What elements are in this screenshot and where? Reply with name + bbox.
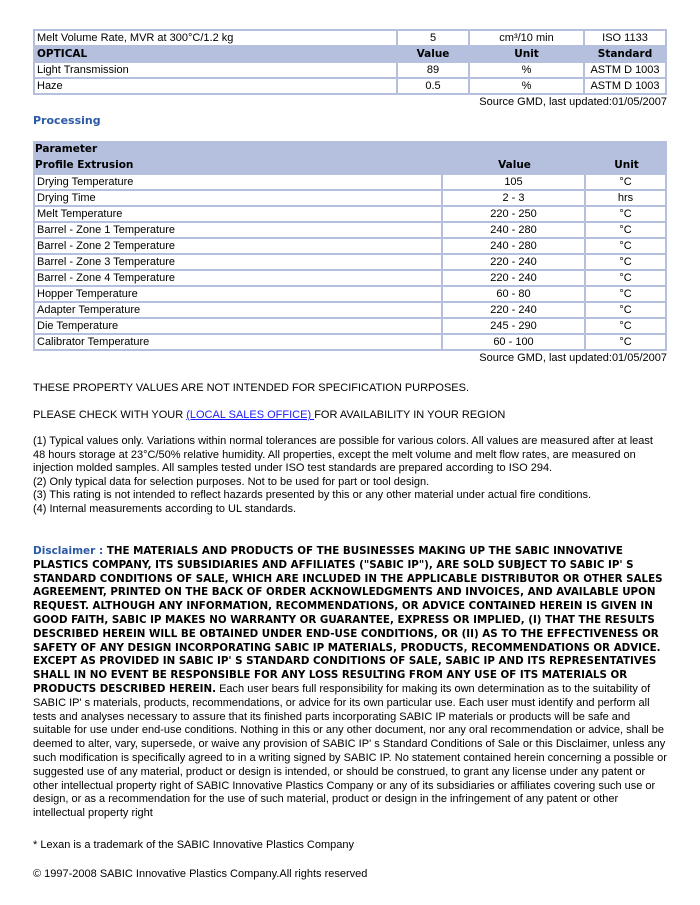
unit-column-header: Unit: [586, 157, 667, 175]
parameter-name: Die Temperature: [33, 319, 443, 335]
parameter-value: 2 - 3: [443, 191, 586, 207]
parameter-value: 105: [443, 175, 586, 191]
table-row: [33, 191, 667, 207]
processing-subheader-row: [33, 157, 667, 175]
availability-notice: [33, 408, 667, 422]
source-note: Source GMD, last updated:01/05/2007: [479, 96, 667, 108]
footnotes: [33, 435, 667, 516]
property-name: Light Transmission: [33, 63, 398, 79]
table-row: [33, 335, 667, 351]
table-row: [33, 223, 667, 239]
local-sales-office-link[interactable]: (LOCAL SALES OFFICE): [186, 409, 315, 421]
property-standard: ASTM D 1003: [585, 79, 667, 95]
value-column-header: Value: [443, 157, 586, 175]
table-row: [33, 271, 667, 287]
property-unit: %: [470, 79, 585, 95]
table-row: [33, 175, 667, 191]
processing-header-row: [33, 141, 667, 157]
parameter-name: Barrel - Zone 4 Temperature: [33, 271, 443, 287]
disclaimer: [33, 545, 667, 821]
parameter-name: Adapter Temperature: [33, 303, 443, 319]
parameter-name: Drying Temperature: [33, 175, 443, 191]
parameter-name: Barrel - Zone 3 Temperature: [33, 255, 443, 271]
property-unit: cm³/10 min: [470, 29, 585, 47]
parameter-value: 220 - 240: [443, 303, 586, 319]
parameter-unit: °C: [586, 271, 667, 287]
disclaimer-body-text: Each user bears full responsibility for making its own determination as to the suitability of SABIC IP' s materials, products, recommendations, or advice for its own particular use. Each user must identify and perform all tests and analyses necessary to assure that its finished parts incorporating SABIC IP materials or products will be safe and suitable for use under end-use conditions. Nothing in this or any other document, nor any oral recommendation or advice, shall be deemed to alter, vary, supersede, or waive any provision of SABIC IP' s Standard Conditions of Sale or this Disclaimer, unless any such modification is specifically agreed to in a writing signed by SABIC IP. No statement contained herein concerning a possible or suggested use of any material, product or design is intended, or should be construed, to grant any license under any patent or other intellectual property right of SABIC Innovative Plastics Company or any of its subsidiaries or affiliates covering such use or design, or as a recommendation for the use of such material, product or design in the infringement of any patent or other intellectual property right: [33, 682, 667, 820]
property-standard: ASTM D 1003: [585, 63, 667, 79]
parameter-value: 220 - 240: [443, 271, 586, 287]
parameter-unit: °C: [586, 287, 667, 303]
table-row: [33, 319, 667, 335]
table-row: [33, 63, 667, 79]
availability-prefix: PLEASE CHECK WITH YOUR: [33, 409, 187, 421]
parameter-name: Drying Time: [33, 191, 443, 207]
parameter-unit: °C: [586, 239, 667, 255]
datasheet-content: [33, 29, 667, 897]
parameter-unit: °C: [586, 319, 667, 335]
footnote-4: (4) Internal measurements according to UL standards.: [33, 502, 297, 515]
footer: [33, 839, 667, 880]
table-row: [33, 207, 667, 223]
property-value: 5: [398, 29, 470, 47]
parameter-unit: °C: [586, 175, 667, 191]
parameter-column-header: Parameter: [33, 141, 667, 157]
property-unit: %: [470, 63, 585, 79]
optical-header-label: OPTICAL: [33, 47, 398, 63]
notice-block: [33, 381, 667, 422]
standard-column-header: Standard: [585, 47, 667, 63]
table-row: [33, 303, 667, 319]
property-name: Melt Volume Rate, MVR at 300°C/1.2 kg: [33, 29, 398, 47]
table-row: [33, 239, 667, 255]
footnote-1: (1) Typical values only. Variations within normal tolerances are possible for various colors. All values are measured after at least 48 hours storage at 23°C/50% relative humidity. All properties, except the melt volume and melt flow rates, are measured on injection molded samples. All samples tested under ISO test standards are prepared according to ISO 294.: [33, 435, 653, 474]
processing-table: [33, 141, 667, 351]
trademark-note: * Lexan is a trademark of the SABIC Innovative Plastics Company: [33, 838, 354, 851]
parameter-value: 220 - 250: [443, 207, 586, 223]
unit-column-header: Unit: [470, 47, 585, 63]
parameter-name: Hopper Temperature: [33, 287, 443, 303]
parameter-unit: °C: [586, 223, 667, 239]
profile-extrusion-header: Profile Extrusion: [33, 157, 443, 175]
optical-header-row: [33, 47, 667, 63]
parameter-unit: °C: [586, 303, 667, 319]
optical-properties-table: [33, 29, 667, 95]
property-value: 0.5: [398, 79, 470, 95]
disclaimer-label: Disclaimer :: [33, 545, 107, 557]
parameter-value: 240 - 280: [443, 223, 586, 239]
footnote-2: (2) Only typical data for selection purposes. Not to be used for part or tool design.: [33, 475, 430, 488]
copyright: © 1997-2008 SABIC Innovative Plastics Company.All rights reserved: [33, 867, 368, 880]
table-row: [33, 29, 667, 47]
table-row: [33, 287, 667, 303]
disclaimer-caps-text: THE MATERIALS AND PRODUCTS OF THE BUSINESSES MAKING UP THE SABIC INNOVATIVE PLASTICS COMPANY, ITS SUBSIDIARIES AND AFFILIATES ("SABIC IP"), ARE SOLD SUBJECT TO SABIC IP' S STANDARD CONDITIONS OF SALE, WHICH ARE INCLUDED IN THE APPLICABLE DISTRIBUTOR OR OTHER SALES AGREEMENT, PRINTED ON THE BACK OF ORDER ACKNOWLEDGMENTS AND INVOICES, AND AVAILABLE UPON REQUEST. ALTHOUGH ANY INFORMATION, RECOMMENDATIONS, OR ADVICE CONTAINED HEREIN IS GIVEN IN GOOD FAITH, SABIC IP MAKES NO WARRANTY OR GUARANTEE, EXPRESS OR IMPLIED, (I) THAT THE RESULTS DESCRIBED HEREIN WILL BE OBTAINED UNDER END-USE CONDITIONS, OR (II) AS TO THE EFFECTIVENESS OR SAFETY OF ANY DESIGN INCORPORATING SABIC IP MATERIALS, PRODUCTS, RECOMMENDATIONS OR ADVICE. EXCEPT AS PROVIDED IN SABIC IP' S STANDARD CONDITIONS OF SALE, SABIC IP AND ITS REPRESENTATIVES SHALL IN NO EVENT BE RESPONSIBLE FOR ANY LOSS RESULTING FROM ANY USE OF ITS MATERIALS OR PRODUCTS DESCRIBED HEREIN.: [33, 545, 663, 695]
parameter-name: Calibrator Temperature: [33, 335, 443, 351]
processing-section-title: Processing: [33, 114, 101, 127]
parameter-value: 240 - 280: [443, 239, 586, 255]
property-standard: ISO 1133: [585, 29, 667, 47]
parameter-unit: hrs: [586, 191, 667, 207]
parameter-unit: °C: [586, 207, 667, 223]
parameter-value: 60 - 100: [443, 335, 586, 351]
availability-suffix: FOR AVAILABILITY IN YOUR REGION: [314, 409, 506, 421]
parameter-name: Barrel - Zone 1 Temperature: [33, 223, 443, 239]
property-name: Haze: [33, 79, 398, 95]
table-row: [33, 255, 667, 271]
table-row: [33, 79, 667, 95]
value-column-header: Value: [398, 47, 470, 63]
parameter-value: 220 - 240: [443, 255, 586, 271]
parameter-name: Melt Temperature: [33, 207, 443, 223]
source-note: Source GMD, last updated:01/05/2007: [479, 352, 667, 364]
parameter-unit: °C: [586, 255, 667, 271]
parameter-value: 60 - 80: [443, 287, 586, 303]
parameter-name: Barrel - Zone 2 Temperature: [33, 239, 443, 255]
parameter-unit: °C: [586, 335, 667, 351]
spec-warning: THESE PROPERTY VALUES ARE NOT INTENDED FOR SPECIFICATION PURPOSES.: [33, 382, 470, 394]
property-value: 89: [398, 63, 470, 79]
footnote-3: (3) This rating is not intended to reflect hazards presented by this or any other material under actual fire conditions.: [33, 489, 592, 501]
parameter-value: 245 - 290: [443, 319, 586, 335]
